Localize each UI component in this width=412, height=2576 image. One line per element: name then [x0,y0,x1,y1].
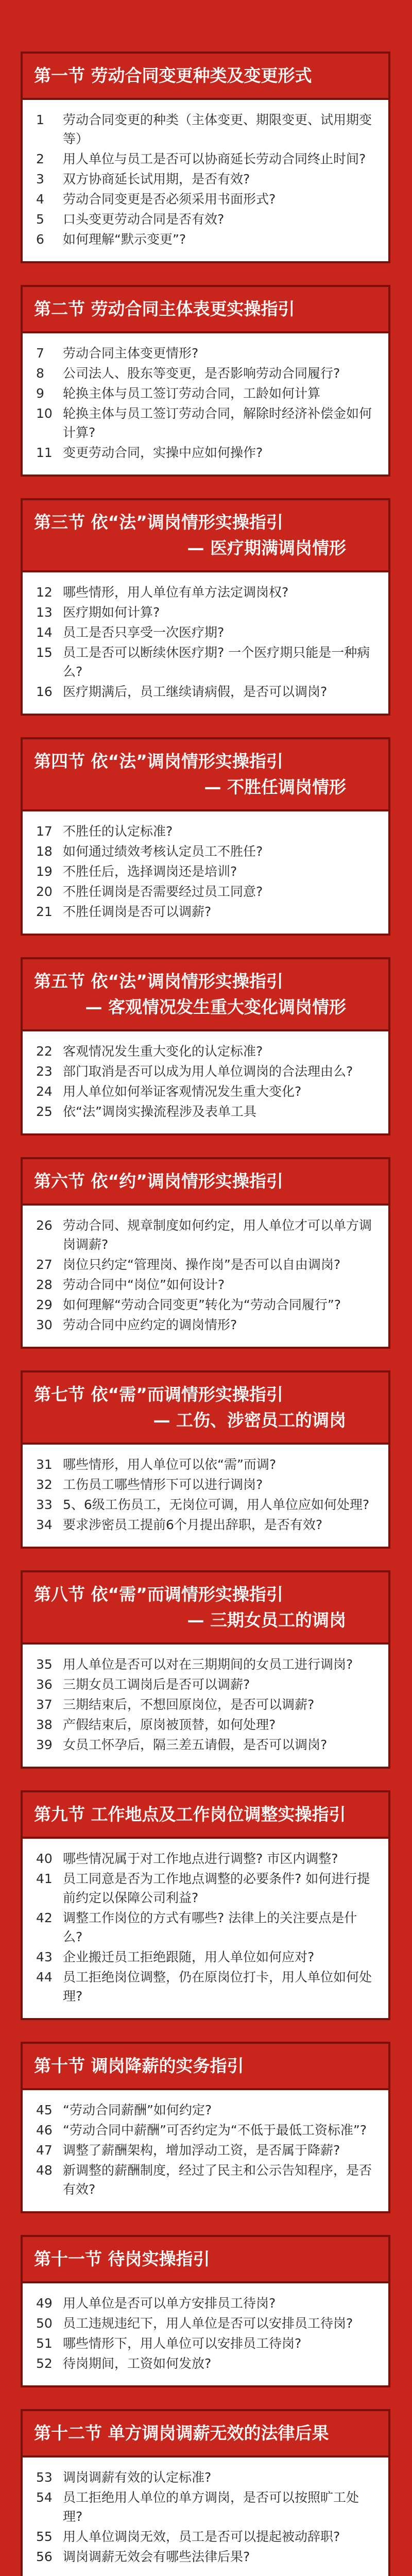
question-text: 调岗调薪无效会有哪些法律后果? [63,2549,250,2564]
section-card [21,1157,390,1349]
question-number: 31 [36,1457,53,1472]
question-number: 1 [36,112,44,127]
question-number: 55 [36,2529,53,2544]
question-number: 52 [36,2356,53,2371]
question-text: 劳动合同中应约定的调岗情形? [63,1317,237,1332]
question-number: 43 [36,1950,53,1964]
question-number: 2 [36,151,44,166]
question-item [36,384,375,403]
section-subtitle-line: — 客观情况发生重大变化调岗情形 [85,997,346,1017]
section-title-line: 第九节 工作地点及工作岗位调整实操指引 [34,1804,346,1824]
question-number: 16 [36,684,53,699]
question-text: 调整工作岗位的方式有哪些? 法律上的关注要点是什么? [63,1910,357,1944]
question-list [23,2090,388,2211]
question-text: 岗位只约定“管理岗、操作岗”是否可以自由调岗? [63,1257,341,1272]
question-item [36,1515,375,1534]
question-text: 哪些情形，用人单位可以依“需”而调? [63,1457,277,1472]
section-card [21,52,390,263]
question-number: 56 [36,2549,53,2564]
question-number: 50 [36,2316,53,2331]
question-text: 调整了薪酬架构，增加浮动工资，是否属于降薪? [63,2143,340,2158]
section-title-line: 第二节 劳动合同主体表更实操指引 [34,299,295,319]
question-item [36,1275,375,1294]
question-number: 45 [36,2103,53,2117]
question-text: 员工同意是否为工作地点调整的必要条件? 如何进行提前约定以保障公司利益? [63,1871,370,1905]
question-text: 产假结束后，原岗被顶替，如何处理? [63,1717,276,1732]
section-card [21,1790,390,2020]
question-number: 28 [36,1277,53,1292]
question-text: 不胜任调岗是否可以调薪? [63,904,212,919]
question-item [36,190,375,209]
section-card [21,957,390,1136]
question-item [36,2334,375,2353]
section-card [21,1570,390,1769]
question-item [36,643,375,681]
section-title-line: 第三节 依“法”调岗情形实操指引 [34,512,283,532]
question-number: 25 [36,1104,53,1119]
question-item [36,1849,375,1868]
section-title-line: 第十一节 待岗实操指引 [34,2249,210,2269]
question-item [36,1655,375,1674]
question-number: 7 [36,346,44,361]
question-text: 员工是否可以断续休医疗期? 一个医疗期只能是一种病么? [63,645,370,679]
question-item [36,2294,375,2313]
question-number: 18 [36,844,53,859]
section-title-line: 第四节 依“法”调岗情形实操指引 [34,751,283,771]
question-text: 医疗期如何计算? [63,605,160,620]
section-title [23,2044,388,2090]
section-card [21,498,390,716]
question-number: 47 [36,2143,53,2158]
question-number: 4 [36,192,44,207]
question-list [23,2458,388,2576]
section-title [23,739,388,811]
question-number: 40 [36,1851,53,1866]
question-item [36,603,375,622]
question-number: 39 [36,1737,53,1752]
question-number: 14 [36,625,53,640]
question-number: 33 [36,1497,53,1512]
question-item [36,1869,375,1907]
question-number: 24 [36,1084,53,1099]
question-number: 48 [36,2163,53,2178]
question-number: 30 [36,1317,53,1332]
question-text: 调岗调薪有效的认定标准? [63,2470,212,2485]
section-title [23,1159,388,1206]
question-item [36,404,375,442]
question-text: 劳动合同中“岗位”如何设计? [63,1277,225,1292]
question-item [36,1495,375,1514]
question-list [23,811,388,934]
question-item [36,862,375,881]
question-item [36,1475,375,1494]
question-item [36,2468,375,2487]
question-text: 用人单位与员工是否可以协商延长劳动合同终止时间? [63,151,366,166]
section-card [21,2409,390,2576]
question-item [36,1315,375,1334]
question-text: 待岗期间，工资如何发放? [63,2356,212,2371]
question-number: 41 [36,1871,53,1886]
question-text: 双方协商延长试用期，是否有效? [63,172,250,187]
question-number: 21 [36,904,53,919]
question-text: 轮换主体与员工签订劳动合同，解除时经济补偿金如何计算? [63,406,372,440]
question-item [36,902,375,921]
question-list [23,100,388,261]
question-number: 35 [36,1657,53,1672]
question-number: 42 [36,1910,53,1925]
question-text: 如何理解“默示变更”? [63,232,186,247]
question-text: “劳动合同中薪酬”可否约定为“不低于最低工资标准”? [63,2123,367,2138]
question-list [23,1645,388,1767]
question-text: 不胜任调岗是否需要经过员工同意? [63,884,263,899]
question-item [36,1062,375,1081]
question-text: 三期结束后，不想回原岗位，是否可以调薪? [63,1697,315,1712]
question-text: 公司法人、股东等变更，是否影响劳动合同履行? [63,366,340,381]
question-item [36,1715,375,1734]
question-text: 哪些情形，用人单位有单方法定调岗权? [63,585,289,600]
question-number: 36 [36,1677,53,1692]
section-subtitle-line: — 三期女员工的调岗 [187,1610,346,1630]
question-item [36,822,375,841]
question-text: 5、6级工伤员工，无岗位可调，用人单位应如何处理? [63,1497,370,1512]
question-item [36,1675,375,1694]
question-item [36,2121,375,2140]
question-item [36,2161,375,2199]
question-text: 变更劳动合同，实操中应如何操作? [63,445,263,460]
question-item [36,1695,375,1714]
question-item [36,1947,375,1967]
question-text: 轮换主体与员工签订劳动合同，工龄如何计算 [63,386,321,401]
question-number: 22 [36,1044,53,1059]
question-text: 劳动合同变更是否必须采用书面形式? [63,192,276,207]
question-item [36,170,375,189]
question-number: 27 [36,1257,53,1272]
question-item [36,623,375,642]
question-number: 34 [36,1517,53,1532]
section-title-line: 第八节 依“需”而调情形实操指引 [34,1584,283,1604]
question-item [36,842,375,861]
question-text: 如何理解“劳动合同变更”转化为“劳动合同履行”? [63,1297,341,1312]
section-title-line: 第六节 依“约”调岗情形实操指引 [34,1171,283,1191]
question-item [36,210,375,229]
question-text: 劳动合同变更的种类（主体变更、期限变更、试用期变等） [63,112,372,146]
section-title [23,54,388,100]
question-text: 口头变更劳动合同是否有效? [63,212,225,227]
question-text: 不胜任的认定标准? [63,824,173,839]
question-text: 客观情况发生重大变化的认定标准? [63,1044,263,1059]
section-title-line: 第十节 调岗降薪的实务指引 [34,2056,244,2076]
question-text: 员工违规违纪下，用人单位是否可以安排员工待岗? [63,2316,353,2331]
question-text: 员工是否只享受一次医疗期? [63,625,225,640]
question-number: 44 [36,1970,53,1985]
question-number: 32 [36,1477,53,1492]
section-title [23,1792,388,1839]
question-item [36,364,375,383]
question-text: 企业搬迁员工拒绝跟随，用人单位如何应对? [63,1950,315,1964]
section-subtitle-line: — 医疗期满调岗情形 [187,538,346,558]
question-number: 51 [36,2336,53,2351]
question-number: 13 [36,605,53,620]
question-text: 用人单位是否可以单方安排员工待岗? [63,2296,276,2311]
question-list [23,1839,388,2018]
question-item [36,1735,375,1754]
section-card [21,737,390,936]
section-title [23,959,388,1031]
question-list [23,1031,388,1133]
question-text: 哪些情况属于对工作地点进行调整? 市区内调整? [63,1851,338,1866]
question-item [36,2488,375,2526]
question-number: 29 [36,1297,53,1312]
question-text: 劳动合同主体变更情形? [63,346,199,361]
question-number: 53 [36,2470,53,2485]
section-title [23,1572,388,1645]
question-item [36,882,375,901]
question-text: 新调整的薪酬制度，经过了民主和公示告知程序，是否有效? [63,2163,372,2197]
question-text: 用人单位如何举证客观情况发生重大变化? [63,1084,302,1099]
question-item [36,2527,375,2546]
question-item [36,1968,375,2006]
section-card [21,1370,390,1549]
question-number: 26 [36,1218,53,1233]
section-title-line: 第五节 依“法”调岗情形实操指引 [34,971,283,991]
question-text: 部门取消是否可以成为用人单位调岗的合法理由么? [63,1064,353,1079]
question-item [36,1908,375,1946]
question-text: 女员工怀孕后，隔三差五请假，是否可以调岗? [63,1737,328,1752]
question-text: 三期女员工调岗后是否可以调薪? [63,1677,250,1692]
question-item [36,2100,375,2120]
question-item [36,344,375,363]
question-list [23,1206,388,1347]
section-title [23,287,388,333]
question-list [23,2283,388,2385]
section-title [23,2411,388,2458]
question-text: 用人单位是否可以对在三期期间的女员工进行调岗? [63,1657,353,1672]
question-number: 3 [36,172,44,187]
question-item [36,2314,375,2333]
section-title [23,500,388,572]
question-number: 54 [36,2490,53,2505]
question-number: 8 [36,366,44,381]
question-item [36,1455,375,1474]
question-text: 工伤员工哪些情形下可以进行调岗? [63,1477,263,1492]
section-title-line: 第七节 依“需”而调情形实操指引 [34,1384,283,1404]
question-item [36,149,375,168]
question-number: 5 [36,212,44,227]
question-item [36,1295,375,1314]
question-list [23,1445,388,1547]
section-card [21,285,390,477]
section-title-line: 第十二节 单方调岗调薪无效的法律后果 [34,2423,329,2443]
section-card [21,2235,390,2387]
question-text: 员工拒绝用人单位的单方调岗，是否可以按照旷工处理? [63,2490,359,2524]
question-item [36,443,375,462]
question-item [36,682,375,701]
question-number: 46 [36,2123,53,2138]
question-item [36,110,375,148]
question-number: 9 [36,386,44,401]
section-title [23,1372,388,1445]
question-text: 用人单位调岗无效，员工是否可以提起被动辞职? [63,2529,340,2544]
section-subtitle-line: — 不胜任调岗情形 [204,777,346,797]
question-item [36,2141,375,2160]
question-item [36,583,375,602]
question-text: 哪些情形下，用人单位可以安排员工待岗? [63,2336,302,2351]
question-text: 依“法”调岗实操流程涉及表单工具 [63,1104,256,1119]
section-title-line: 第一节 劳动合同变更种类及变更形式 [34,65,312,86]
question-item [36,1216,375,1254]
question-number: 17 [36,824,53,839]
question-item [36,2547,375,2566]
question-text: 劳动合同、规章制度如何约定，用人单位才可以单方调岗调薪? [63,1218,372,1252]
question-item [36,1102,375,1121]
question-text: 要求涉密员工提前6个月提出辞职，是否有效? [63,1517,323,1532]
question-text: “劳动合同薪酬”如何约定? [63,2103,212,2117]
question-number: 37 [36,1697,53,1712]
question-number: 15 [36,645,53,660]
section-title [23,2237,388,2283]
question-list [23,333,388,474]
question-text: 医疗期满后，员工继续请病假，是否可以调岗? [63,684,328,699]
question-item [36,1042,375,1061]
question-list [23,572,388,714]
question-item [36,1255,375,1274]
section-subtitle-line: — 工伤、涉密员工的调岗 [153,1410,346,1430]
question-number: 20 [36,884,53,899]
question-number: 23 [36,1064,53,1079]
question-item [36,230,375,249]
section-card [21,2042,390,2213]
question-text: 如何通过绩效考核认定员工不胜任? [63,844,263,859]
question-number: 12 [36,585,53,600]
question-item [36,2354,375,2373]
question-number: 38 [36,1717,53,1732]
question-number: 11 [36,445,53,460]
question-text: 不胜任后，选择调岗还是培训? [63,864,237,879]
question-number: 19 [36,864,53,879]
question-text: 员工拒绝岗位调整，仍在原岗位打卡，用人单位如何处理? [63,1970,372,2004]
question-number: 10 [36,406,53,421]
question-number: 6 [36,232,44,247]
question-number: 49 [36,2296,53,2311]
question-item [36,1082,375,1101]
